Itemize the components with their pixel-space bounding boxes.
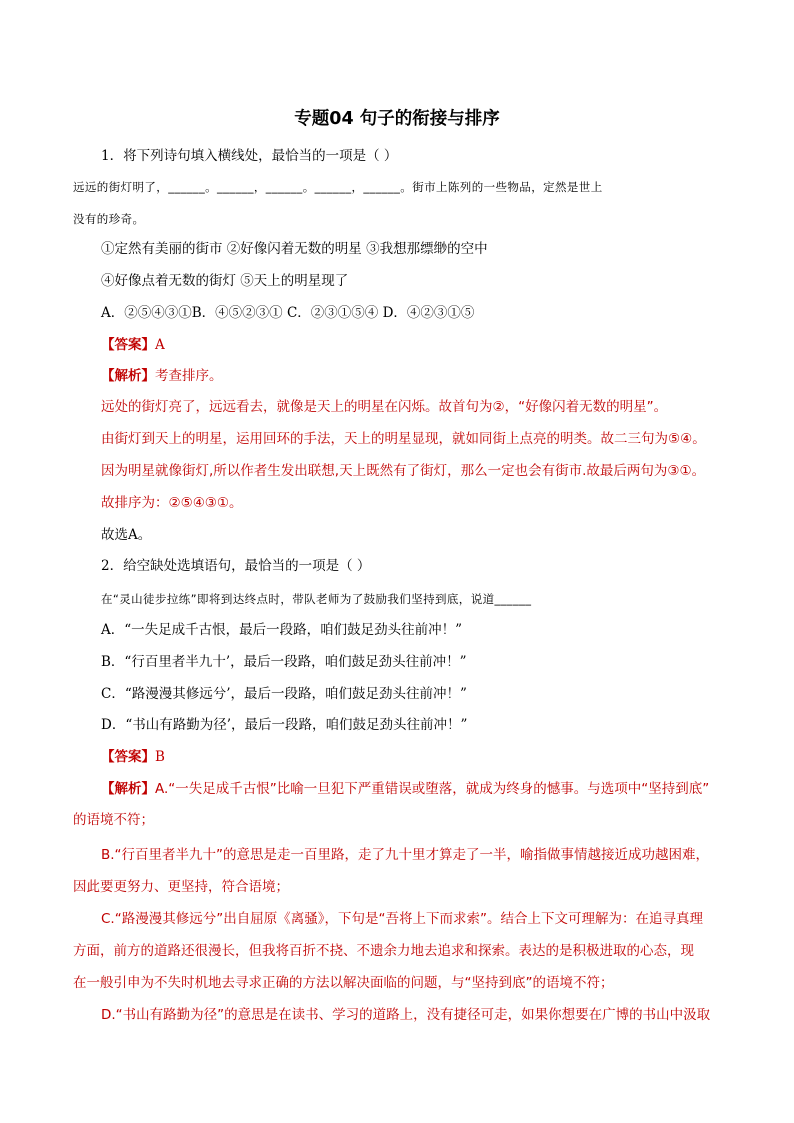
q1-items-line2: ④好像点着无数的街灯 ⑤天上的明星现了: [101, 273, 349, 289]
answer-value: A: [155, 337, 165, 353]
q1-analysis-line: 因为明星就像街灯,所以作者生发出联想,天上既然有了街灯，那么一定也会有街市.故最后两句为③①。: [101, 463, 706, 479]
analysis-b-line1: B.“行百里者半九十”的意思是走一百里路，走了九十里才算走了一半，喻指做事情越接近成功越困难，: [101, 847, 710, 863]
q1-options: A．②⑤④③①B．④⑤②③① C．②③①⑤④ D．④②③①⑤: [101, 305, 475, 321]
answer-label: 【答案】: [101, 337, 155, 353]
analysis-label: 【解析】: [101, 368, 155, 384]
q2-option: D．“书山有路勤为径’，最后一段路，咱们鼓足劲头往前冲！”: [101, 717, 468, 733]
q2-answer: [101, 748, 165, 766]
answer-label: 【答案】: [101, 749, 155, 765]
analysis-c-line2: 方面，前方的道路还很漫长，但我将百折不挠、不遗余力地去追求和探索。表达的是积极进取的心态，现: [73, 943, 694, 959]
analysis-first: 考查排序。: [155, 368, 223, 384]
q1-passage-line2: 没有的珍奇。: [73, 212, 145, 226]
analysis-c-line1: C.“路漫漫其修远兮”出自屈原《离骚》，下句是“吾将上下而求索”。结合上下文可理解为：在追寻真理: [101, 911, 703, 927]
analysis-d-line1: D.“书山有路勤为径”的意思是在读书、学习的道路上，没有捷径可走，如果你想要在广博的书山中汲取: [101, 1007, 711, 1023]
q1-passage-line1: 远远的街灯明了，______。______，______。______，______。街市上陈列的一些物品，定然是世上: [73, 180, 603, 194]
q2-passage: 在“灵山徒步拉练”即将到达终点时，带队老师为了鼓励我们坚持到底，说道______: [101, 592, 532, 606]
analysis-b-line2: 因此要更努力、更坚持，符合语境；: [73, 879, 289, 895]
q1-answer: [101, 336, 165, 354]
q1-analysis-line: 由街灯到天上的明星，运用回环的手法，天上的明星显现，就如同街上点亮的明类。故二三句为⑤④。: [101, 431, 706, 447]
analysis-label: 【解析】: [101, 781, 155, 797]
q1-stem: 1．将下列诗句填入横线处，最恰当的一项是（ ）: [101, 148, 398, 164]
analysis-a-line1: A.“一失足成千古恨”比喻一旦犯下严重错误或堕落，就成为终身的憾事。与选项中“坚持到底”: [155, 781, 710, 797]
q1-analysis-line: 远处的街灯亮了，远远看去，就像是天上的明星在闪烁。故首句为②，“好像闪着无数的明星”。: [101, 399, 668, 415]
analysis-a-line2: 的语境不符；: [73, 812, 154, 828]
q2-option: B．“行百里者半九十’，最后一段路，咱们鼓足劲头往前冲！”: [101, 654, 467, 670]
q2-analysis-a: [101, 780, 709, 798]
q1-conclusion: 故选A。: [101, 527, 152, 543]
q1-analysis-head: [101, 367, 223, 385]
q2-stem: 2．给空缺处选填语句，最恰当的一项是（ ）: [101, 558, 371, 574]
q1-analysis-line: 故排序为：②⑤④③①。: [101, 495, 243, 511]
q1-items-line1: ①定然有美丽的街市 ②好像闪着无数的明星 ③我想那缥缈的空中: [101, 241, 488, 257]
page-title: 专题04 句子的衔接与排序: [294, 109, 500, 129]
q2-option: C．“路漫漫其修远兮’，最后一段路，咱们鼓足劲头往前冲！”: [101, 686, 467, 702]
q2-option: A．“一失足成千古恨，最后一段路，咱们鼓足劲头往前冲！”: [101, 622, 463, 638]
analysis-c-line3: 在一般引申为不失时机地去寻求正确的方法以解决面临的问题，与“坚持到底”的语境不符；: [73, 975, 614, 991]
answer-value: B: [155, 749, 165, 765]
